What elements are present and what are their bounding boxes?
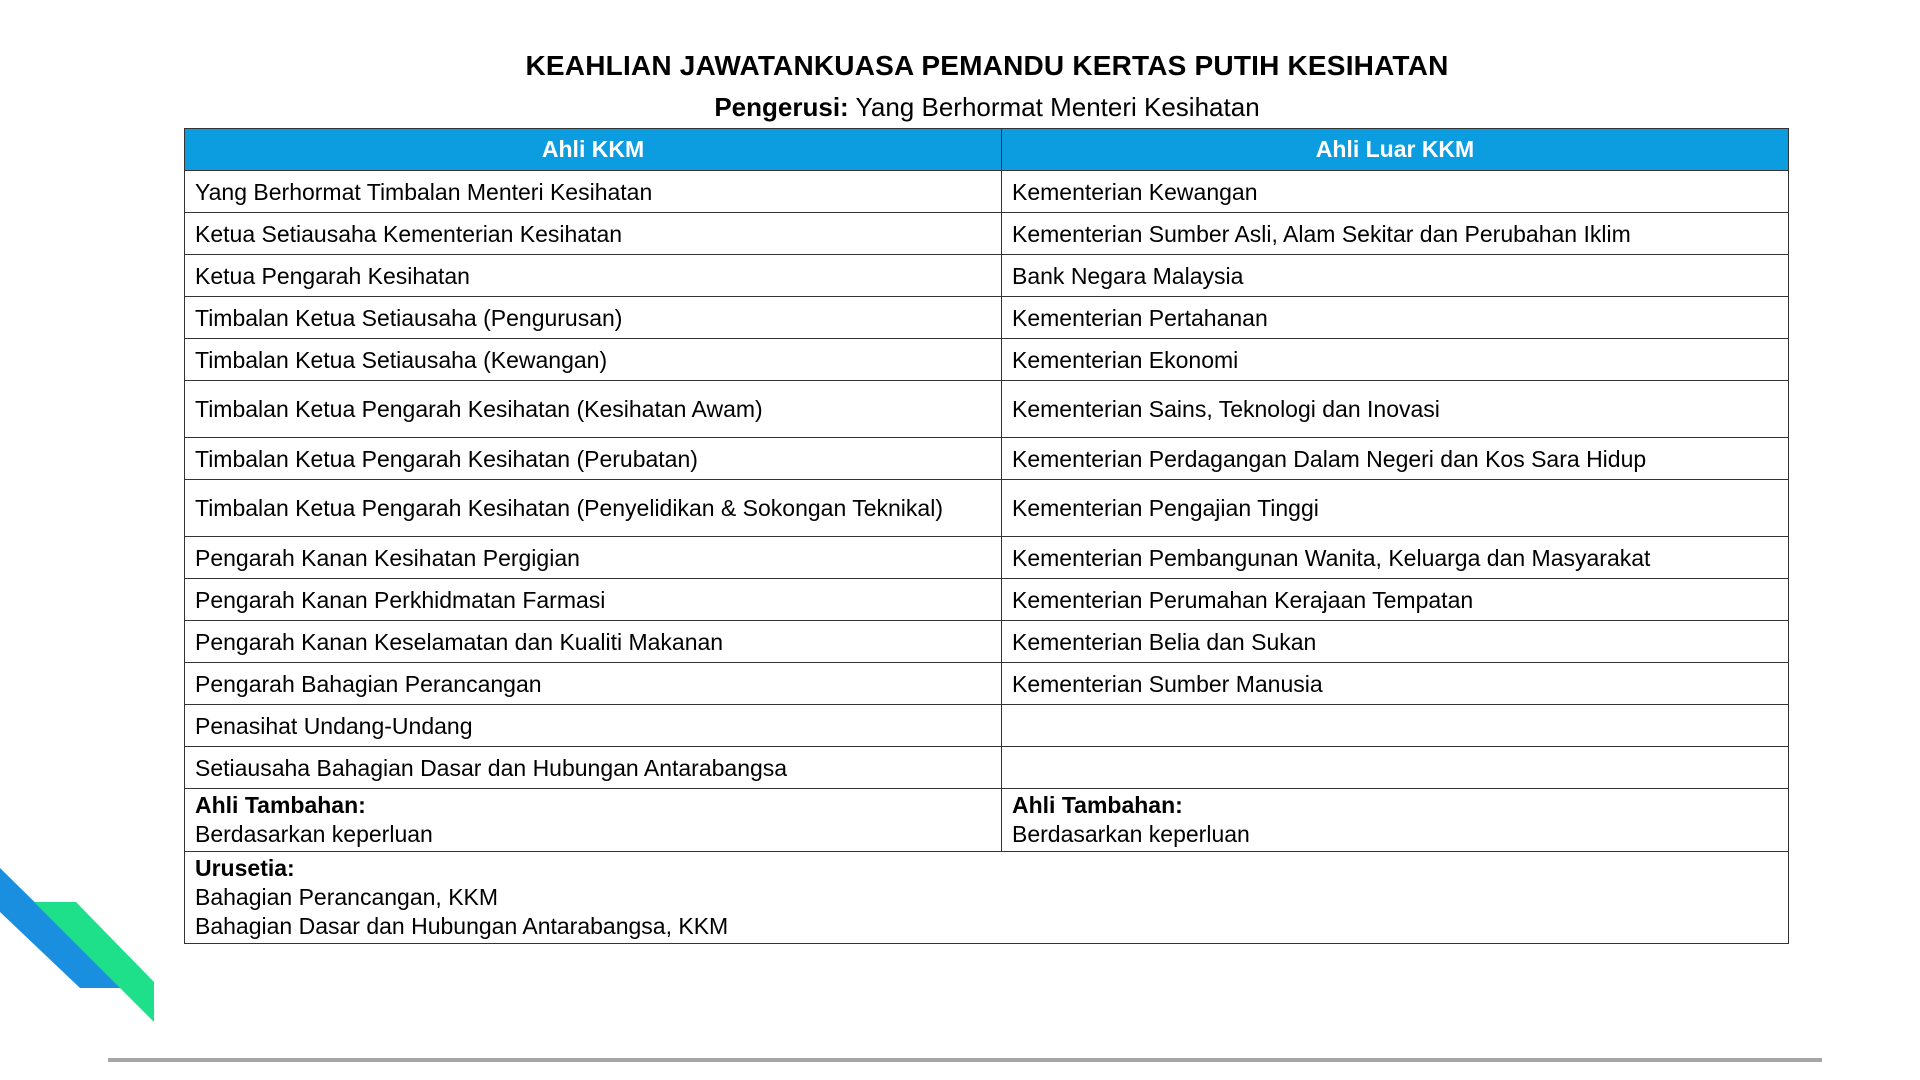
external-member-cell: Kementerian Sumber Asli, Alam Sekitar dan Perubahan Iklim [1002,213,1789,255]
kkm-member-cell: Ketua Setiausaha Kementerian Kesihatan [185,213,1002,255]
additional-label: Ahli Tambahan: [195,792,366,818]
additional-text: Berdasarkan keperluan [195,821,433,847]
secretariat-cell [185,852,1789,944]
footer-divider [108,1058,1822,1062]
kkm-member-cell: Timbalan Ketua Pengarah Kesihatan (Perubatan) [185,438,1002,480]
table-row [185,438,1789,480]
chair-name: Yang Berhormat Menteri Kesihatan [855,92,1260,122]
table-row [185,579,1789,621]
external-member-cell: Kementerian Ekonomi [1002,339,1789,381]
secretariat-line: Bahagian Perancangan, KKM [195,884,499,910]
table-header-row [185,129,1789,171]
external-member-cell: Kementerian Pengajian Tinggi [1002,480,1789,537]
table-row [185,663,1789,705]
table-row [185,171,1789,213]
kkm-member-cell: Ketua Pengarah Kesihatan [185,255,1002,297]
secretariat-label: Urusetia: [195,855,295,881]
external-member-cell: Kementerian Kewangan [1002,171,1789,213]
external-member-cell: Bank Negara Malaysia [1002,255,1789,297]
external-member-cell [1002,747,1789,789]
table-row [185,381,1789,438]
kkm-member-cell: Pengarah Kanan Kesihatan Pergigian [185,537,1002,579]
external-member-cell: Kementerian Pembangunan Wanita, Keluarga dan Masyarakat [1002,537,1789,579]
table-row [185,537,1789,579]
additional-members-row [185,789,1789,852]
additional-text: Berdasarkan keperluan [1012,821,1250,847]
kkm-member-cell: Pengarah Kanan Keselamatan dan Kualiti Makanan [185,621,1002,663]
external-member-cell: Kementerian Perdagangan Dalam Negeri dan Kos Sara Hidup [1002,438,1789,480]
kkm-member-cell: Pengarah Bahagian Perancangan [185,663,1002,705]
green-stripe [34,902,154,1022]
header-ahli-kkm: Ahli KKM [185,129,1002,171]
table-row [185,339,1789,381]
external-member-cell: Kementerian Sumber Manusia [1002,663,1789,705]
external-member-cell: Kementerian Sains, Teknologi dan Inovasi [1002,381,1789,438]
external-member-cell: Kementerian Pertahanan [1002,297,1789,339]
secretariat-line: Bahagian Dasar dan Hubungan Antarabangsa, KKM [195,913,729,939]
table-row [185,621,1789,663]
kkm-member-cell: Pengarah Kanan Perkhidmatan Farmasi [185,579,1002,621]
table-row [185,747,1789,789]
kkm-additional-cell [185,789,1002,852]
table-row [185,297,1789,339]
table-row [185,255,1789,297]
kkm-member-cell: Penasihat Undang-Undang [185,705,1002,747]
kkm-member-cell: Setiausaha Bahagian Dasar dan Hubungan Antarabangsa [185,747,1002,789]
table-row [185,705,1789,747]
external-member-cell [1002,705,1789,747]
table-row [185,480,1789,537]
additional-label: Ahli Tambahan: [1012,792,1183,818]
external-member-cell: Kementerian Perumahan Kerajaan Tempatan [1002,579,1789,621]
decorative-stripes [0,860,160,1030]
table-row [185,213,1789,255]
chair-line [0,92,1920,123]
document-title: KEAHLIAN JAWATANKUASA PEMANDU KERTAS PUTIH KESIHATAN [525,50,1449,81]
kkm-member-cell: Timbalan Ketua Setiausaha (Kewangan) [185,339,1002,381]
kkm-member-cell: Timbalan Ketua Pengarah Kesihatan (Kesihatan Awam) [185,381,1002,438]
kkm-member-cell: Yang Berhormat Timbalan Menteri Kesihatan [185,171,1002,213]
external-additional-cell [1002,789,1789,852]
kkm-member-cell: Timbalan Ketua Setiausaha (Pengurusan) [185,297,1002,339]
secretariat-row [185,852,1789,944]
external-member-cell: Kementerian Belia dan Sukan [1002,621,1789,663]
chair-label: Pengerusi: [714,92,849,122]
header-ahli-luar-kkm: Ahli Luar KKM [1002,129,1789,171]
kkm-member-cell: Timbalan Ketua Pengarah Kesihatan (Penyelidikan & Sokongan Teknikal) [185,480,1002,537]
membership-table [184,128,1789,944]
